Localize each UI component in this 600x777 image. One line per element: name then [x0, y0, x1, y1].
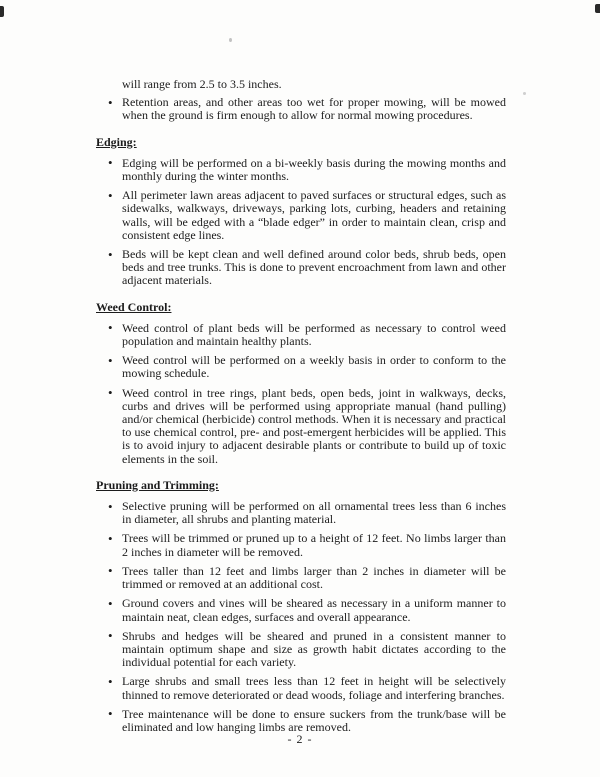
scan-smudge: [229, 38, 232, 42]
bullet-item: • Trees taller than 12 feet and limbs larger than 2 inches in diameter will be trimmed or removed at an additional cost.: [122, 565, 506, 591]
section-weed-control: [96, 301, 506, 466]
bullet-item: • Weed control will be performed on a weekly basis in order to conform to the mowing schedule.: [122, 354, 506, 380]
section-edging: [96, 136, 506, 288]
section-heading-weed-control: Weed Control:: [96, 299, 172, 314]
edging-bullet-list: [96, 157, 506, 288]
bullet-item: • Shrubs and hedges will be sheared and pruned in a consistent manner to maintain optimum shape and size as growth habit dictates according to the individual potential for each variety.: [122, 630, 506, 670]
scan-artifact-right: [595, 4, 600, 13]
continuation-line: will range from 2.5 to 3.5 inches.: [122, 77, 282, 91]
bullet-item: • All perimeter lawn areas adjacent to paved surfaces or structural edges, such as sidewalks, walkways, driveways, parking lots, curbing, headers and retaining walls, will be edged with a “blade edger” in order to maintain clean, crisp and consistent edge lines.: [122, 189, 506, 242]
section-pruning-and-trimming: [96, 479, 506, 734]
section-heading-edging: Edging:: [96, 134, 137, 149]
pruning-bullet-list: [96, 500, 506, 734]
page-number: - 2 -: [287, 732, 313, 746]
bullet-item: • Ground covers and vines will be sheared as necessary in a uniform manner to maintain neat, clean edges, surfaces and overall appearance.: [122, 597, 506, 623]
scan-smudge-2: [523, 92, 526, 95]
scan-artifact-left: [0, 6, 4, 17]
bullet-item: • Beds will be kept clean and well defined around color beds, shrub beds, open beds and tree trunks. This is done to prevent encroachment from lawn and other adjacent materials.: [122, 248, 506, 288]
bullet-item: • Selective pruning will be performed on all ornamental trees less than 6 inches in diameter, all shrubs and planting material.: [122, 500, 506, 526]
bullet-item: • Weed control in tree rings, plant beds, open beds, joint in walkways, decks, curbs and drives will be performed using appropriate manual (hand pulling) and/or chemical (herbicide) control methods. When it is necessary and practical to use chemical control, pre- and post-emergent herbicides will be applied. This is to avoid injury to adjacent desirable plants or contribute to build up of toxic elements in the soil.: [122, 387, 506, 466]
document-content: [96, 78, 506, 740]
bullet-item: • Weed control of plant beds will be performed as necessary to control weed population and maintain healthy plants.: [122, 322, 506, 348]
weed-control-bullet-list: [96, 322, 506, 466]
bullet-item: • Large shrubs and small trees less than 12 feet in height will be selectively thinned to remove deteriorated or dead woods, foliage and interfering branches.: [122, 675, 506, 701]
bullet-item: • Edging will be performed on a bi-weekly basis during the mowing months and monthly during the winter months.: [122, 157, 506, 183]
section-heading-pruning-and-trimming: Pruning and Trimming:: [96, 477, 219, 492]
bullet-item: • Tree maintenance will be done to ensure suckers from the trunk/base will be eliminated and low hanging limbs are removed.: [122, 708, 506, 734]
bullet-item: • Retention areas, and other areas too wet for proper mowing, will be mowed when the ground is firm enough to allow for normal mowing procedures.: [122, 96, 506, 122]
intro-bullet-list: [96, 96, 506, 122]
bullet-item: • Trees will be trimmed or pruned up to a height of 12 feet. No limbs larger than 2 inches in diameter will be removed.: [122, 532, 506, 558]
